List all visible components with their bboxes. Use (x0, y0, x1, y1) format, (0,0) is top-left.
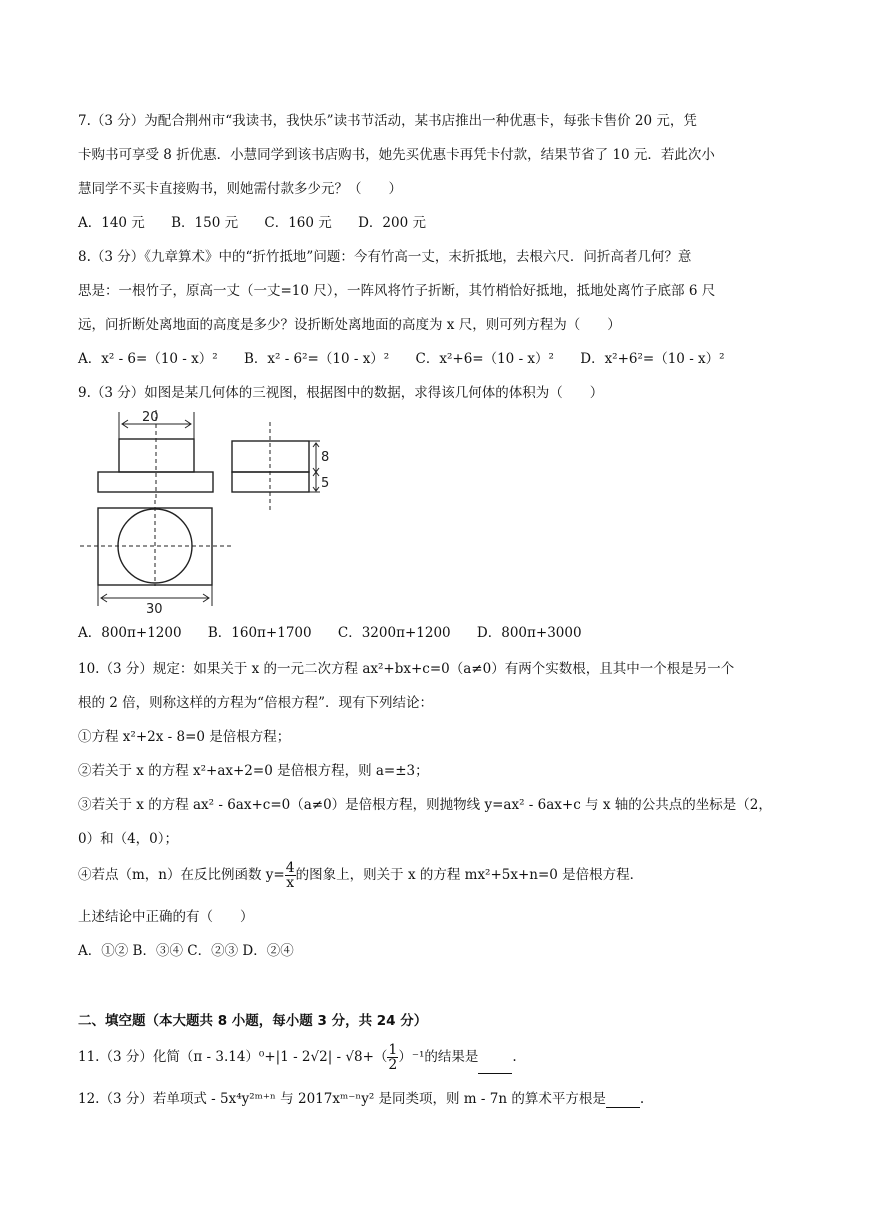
q7-option-d: D．200 元 (358, 215, 426, 231)
q7-line1: 7.（3 分）为配合荆州市“我读书，我快乐”读书节活动，某书店推出一种优惠卡，每张卡售价 20 元，凭 (78, 113, 697, 129)
q10-statement-2: ②若关于 x 的方程 x²+ax+2=0 是倍根方程，则 a=±3； (78, 763, 429, 779)
dim-height-upper: 8 (321, 450, 330, 465)
q9-line1: 9.（3 分）如图是某几何体的三视图，根据图中的数据，求得该几何体的体积为（ ） (78, 385, 604, 401)
q8-option-b: B．x² - 6²=（10 - x）² (243, 351, 390, 367)
q9-option-d: D．800π+3000 (476, 625, 582, 641)
q8-line1: 8.（3 分）《九章算术》中的“折竹抵地”问题：今有竹高一丈，末折抵地，去根六尺．问折高者几何？意 (78, 249, 692, 265)
q8-line2: 思是：一根竹子，原高一丈（一丈=10 尺），一阵风将竹子折断，其竹梢恰好抵地，抵地处离竹子底部 6 尺 (78, 283, 716, 299)
q7-line3: 慧同学不买卡直接购书，则她需付款多少元？（ ） (78, 181, 402, 197)
q10-statement-3b: 0）和（4，0）； (78, 831, 179, 847)
q10-statement-3a: ③若关于 x 的方程 ax² - 6ax+c=0（a≠0）是倍根方程，则抛物线 y=ax² - 6ax+c 与 x 轴的公共点的坐标是（2， (78, 797, 772, 813)
top-view (80, 500, 232, 606)
q8-option-d: D．x²+6²=（10 - x）² (580, 351, 725, 367)
q11-numerator: 1 (388, 1042, 398, 1058)
q8-option-c: C．x²+6=（10 - x）² (415, 351, 554, 367)
q11-post: ）⁻¹的结果是 (398, 1049, 479, 1065)
q7-option-a: A．140 元 (78, 215, 145, 231)
q10-s4-pre: ④若点（m，n）在反比例函数 y= (78, 867, 285, 883)
q11-answer-blank[interactable] (478, 1059, 512, 1074)
q10-s4-post: 的图象上，则关于 x 的方程 mx²+5x+n=0 是倍根方程． (295, 867, 644, 883)
side-view (232, 422, 320, 512)
q8-line3: 远，问折断处离地面的高度是多少？设折断处离地面的高度为 x 尺，则可列方程为（ ） (78, 317, 621, 333)
q9-options (78, 624, 604, 642)
dim-height-lower: 5 (321, 476, 330, 491)
q9-option-c: C．3200π+1200 (337, 625, 451, 641)
q12-answer-blank[interactable] (606, 1093, 640, 1108)
q7-option-b: B．150 元 (171, 215, 239, 231)
q7-option-c: C．160 元 (264, 215, 332, 231)
dim-bottom-width: 30 (146, 602, 163, 613)
q8-option-a: A．x² - 6=（10 - x）² (78, 351, 218, 367)
q10-s4-numerator: 4 (285, 860, 295, 876)
q12-text: 12.（3 分）若单项式 - 5x⁴y²ᵐ⁺ⁿ 与 2017xᵐ⁻ⁿy² 是同类项，则 m - 7n 的算术平方根是 (78, 1091, 606, 1107)
q10-s4-denominator: x (286, 875, 295, 891)
section-2-title: 二、填空题（本大题共 8 小题，每小题 3 分，共 24 分） (78, 1013, 428, 1029)
q11-denominator: 2 (388, 1057, 398, 1073)
q9-option-b: B．160π+1700 (207, 625, 312, 641)
dim-top-width: 20 (142, 410, 159, 425)
q11-end: . (512, 1049, 517, 1065)
q11-fraction (387, 1043, 398, 1072)
q7-line2: 卡购书可享受 8 折优惠．小慧同学到该书店购书，她先买优惠卡再凭卡付款，结果节省了 10 元．若此次小 (78, 147, 715, 163)
q8-options (78, 350, 747, 368)
q12-end: . (639, 1091, 645, 1107)
q9-option-a: A．800π+1200 (78, 625, 182, 641)
q11-pre: 11.（3 分）化简（π - 3.14）⁰+|1 - 2√2| - √8+（ (78, 1049, 388, 1065)
q10-line2: 根的 2 倍，则称这样的方程为“倍根方程”．现有下列结论： (78, 695, 433, 711)
q10-statement-4 (78, 860, 643, 890)
q10-s4-fraction (285, 861, 296, 890)
q11-line (78, 1040, 517, 1074)
q10-options: A．①② B．③④ C．②③ D．②④ (78, 943, 294, 959)
q10-ask: 上述结论中正确的有（ ） (78, 909, 254, 925)
q10-statement-1: ①方程 x²+2x - 8=0 是倍根方程； (78, 729, 291, 745)
q10-line1: 10.（3 分）规定：如果关于 x 的一元二次方程 ax²+bx+c=0（a≠0）有两个实数根，且其中一个根是另一个 (78, 661, 735, 677)
three-view-figure (80, 408, 350, 613)
q7-options (78, 214, 448, 232)
q12-line (78, 1090, 644, 1108)
